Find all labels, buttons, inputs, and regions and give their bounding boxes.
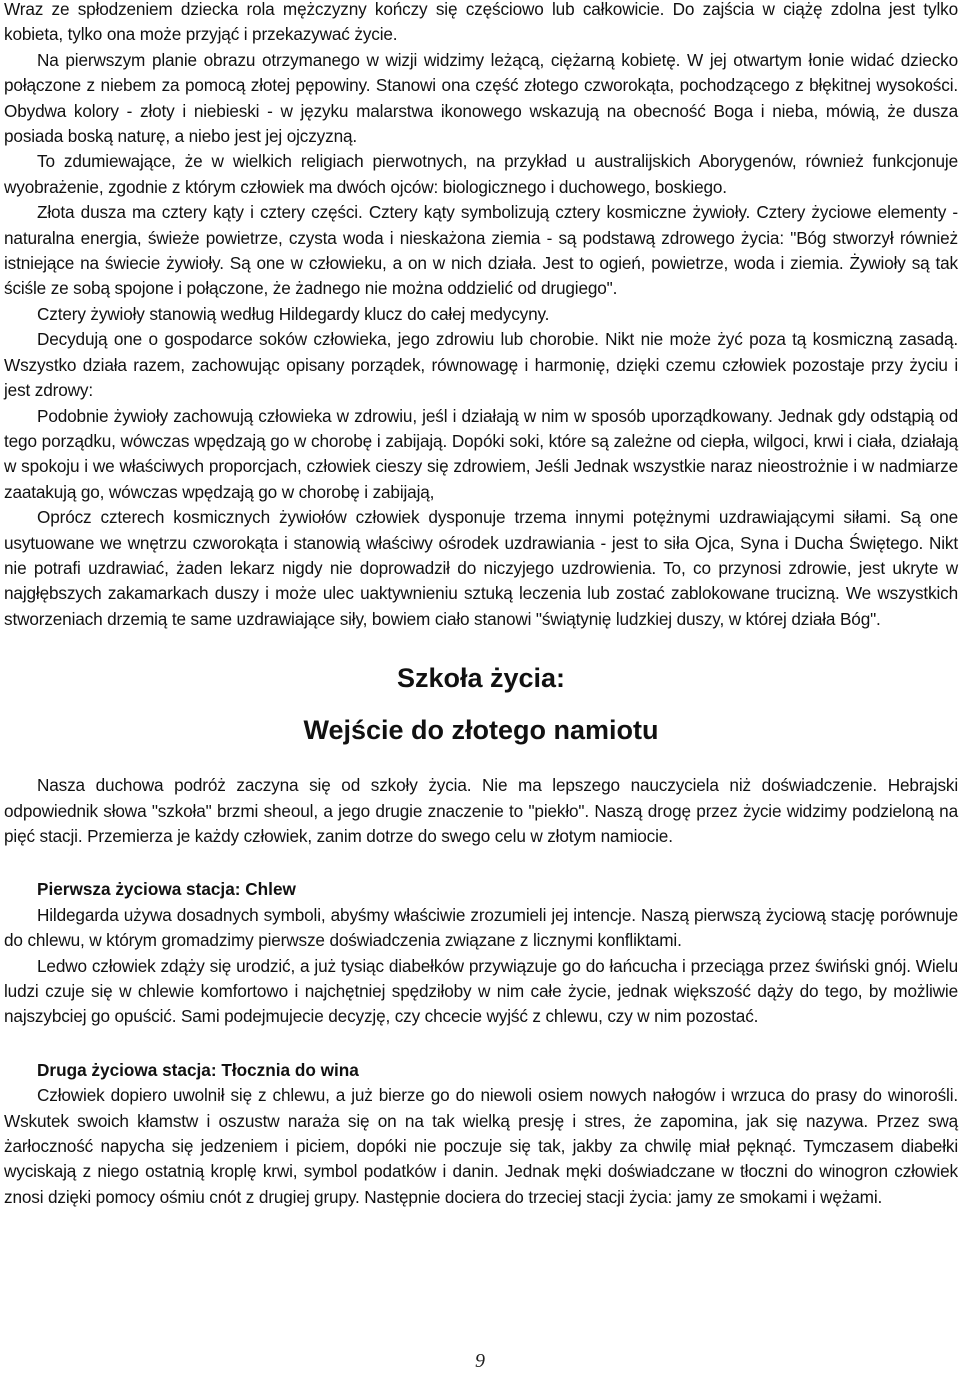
paragraph: Podobnie żywioły zachowują człowieka w zdrowiu, jeśl i działają w nim w sposób uporządkowany. Jednak gdy odstąpią od tego porządku, wówczas wpędzają go w chorobę i zabijają. Dopóki soki, które są zależne od ciepła, wilgoci, krwi i ciała, działają w spokoju i we właściwych proporcjach, człowiek cieszy się zdrowiem, Jeśli Jednak wszystkie naraz nieostrożnie i w nadmiarze zaatakują go, wówczas wpędzają go w chorobę i zabijają,: [4, 405, 958, 502]
document-page: [4, 0, 958, 1210]
paragraph: To zdumiewające, że w wielkich religiach pierwotnych, na przykład u australijskich Aborygenów, również funkcjonuje wyobrażenie, zgodnie z którym człowiek ma dwóch ojców: biologicznego i duchowego, boskiego.: [4, 151, 958, 197]
paragraph: Decydują one o gospodarce soków człowieka, jego zdrowiu lub chorobie. Nikt nie może żyć poza tą kosmiczną zasadą. Wszystko działa razem, zachowując opisany porządek, równowagę i harmonię, dzięki czemu człowiek pozostaje przy życiu i jest zdrowy:: [4, 329, 958, 401]
page-number: 9: [475, 1350, 485, 1372]
paragraph: Oprócz czterech kosmicznych żywiołów człowiek dysponuje trzema innymi potężnymi uzdrawiającymi siłami. Są one usytuowane we wnętrzu czworokąta i stanowią właściwy ośrodek uzdrawiania - jest to siła Ojca, Syna i Ducha Świętego. Nikt nie potrafi uzdrawiać, żaden lekarz nigdy nie doprowadził do niczyjego uzdrowienia. To, co przynosi zdrowie, jest ukryte w najgłębszych zakamarkach duszy i może ulec uaktywnieniu sztuką leczenia lub zostać zablokowane trucizną. We wszystkich stworzeniach drzemią te same uzdrawiające siły, bowiem ciało stanowi "świątynię ludzkiej duszy, w której działa Bóg".: [4, 507, 958, 629]
paragraph: Ledwo człowiek zdąży się urodzić, a już tysiąc diabełków przywiązuje go do łańcucha i przeciąga przez świński gnój. Wielu ludzi czuje się w chlewie komfortowo i najchętniej spędziłoby w nim całe życie, jednak większość dąży do tego, by możliwie najszybciej go opuścić. Sami podejmujecie decyzję, czy chcecie wyjść z chlewu, czy w nim pozostać.: [4, 955, 958, 1027]
paragraph: Człowiek dopiero uwolnił się z chlewu, a już bierze go do niewoli osiem nowych nałogów i wrzuca do prasy do winorośli. Wskutek swoich kłamstw i oszustw naraża się on na tak wielką presję i stres, że zapomina, jak się nazywa. Przez swą żarłoczność napycha się jedzeniem i piciem, dopóki nie poczuje się tak, jakby za chwilę miał pęknąć. Tymczasem diabełki wyciskają z niego ostatnią kroplę krwi, symbol podatków i danin. Jednak męki doświadczane w tłoczni do winogron człowiek znosi dzięki pomocy ośmiu cnót z drugiej grupy. Następnie dociera do trzeciej stacji życia: jamy ze smokami i wężami.: [4, 1085, 958, 1207]
section-heading: Pierwsza życiowa stacja: Chlew: [37, 879, 296, 900]
chapter-subtitle: Wejście do złotego namiotu: [303, 715, 659, 746]
paragraph: Cztery żywioły stanowią według Hildegardy klucz do całej medycyny.: [37, 303, 550, 324]
chapter-title: Szkoła życia:: [396, 663, 566, 694]
paragraph: Złota dusza ma cztery kąty i cztery części. Cztery kąty symbolizują cztery kosmiczne żywioły. Cztery życiowe elementy - naturalna energia, świeże powietrze, czysta woda i nieskażona ziemia - są podstawą zdrowego życia: "Bóg stworzył również istniejące na świecie żywioły. Są one w człowieku, a on w nich działa. Jest to ogień, powietrze, woda i ziemia. Żywioły są tak ściśle ze sobą spojone i połączone, że żadnego nie można oddzielić od drugiego".: [4, 202, 958, 299]
paragraph: Hildegarda używa dosadnych symboli, abyśmy właściwie zrozumieli jej intencje. Naszą pierwszą życiową stację porównuje do chlewu, w którym gromadzimy pierwsze doświadczenia związane z licznymi konfliktami.: [4, 904, 958, 951]
paragraph: Na pierwszym planie obrazu otrzymanego w wizji widzimy leżącą, ciężarną kobietę. W jej otwartym łonie widać dziecko połączone z niebem za pomocą złotej pępowiny. Stanowi ona część złotego czworokąta, pochodzącego z błękitnej wysokości. Obydwa kolory - złoty i niebieski - w języku malarstwa ikonowego wskazują na obecność Boga i nieba, mówią, że dusza posiada boską naturę, a niebo jest jej ojczyzną.: [4, 49, 958, 147]
paragraph: Nasza duchowa podróż zaczyna się od szkoły życia. Nie ma lepszego nauczyciela niż doświadczenie. Hebrajski odpowiednik słowa "szkoła" brzmi sheoul, a jego drugie znaczenie to "piekło". Naszą drogę przez życie widzimy podzieloną na pięć stacji. Przemierza je każdy człowiek, zanim dotrze do swego celu w złotym namiocie.: [4, 775, 958, 846]
paragraph: Wraz ze spłodzeniem dziecka rola mężczyzny kończy się częściowo lub całkowicie. Do zajścia w ciążę zdolna jest tylko kobieta, tylko ona może przyjąć i przekazywać życie.: [4, 0, 958, 45]
section-heading: Druga życiowa stacja: Tłocznia do wina: [37, 1059, 359, 1080]
